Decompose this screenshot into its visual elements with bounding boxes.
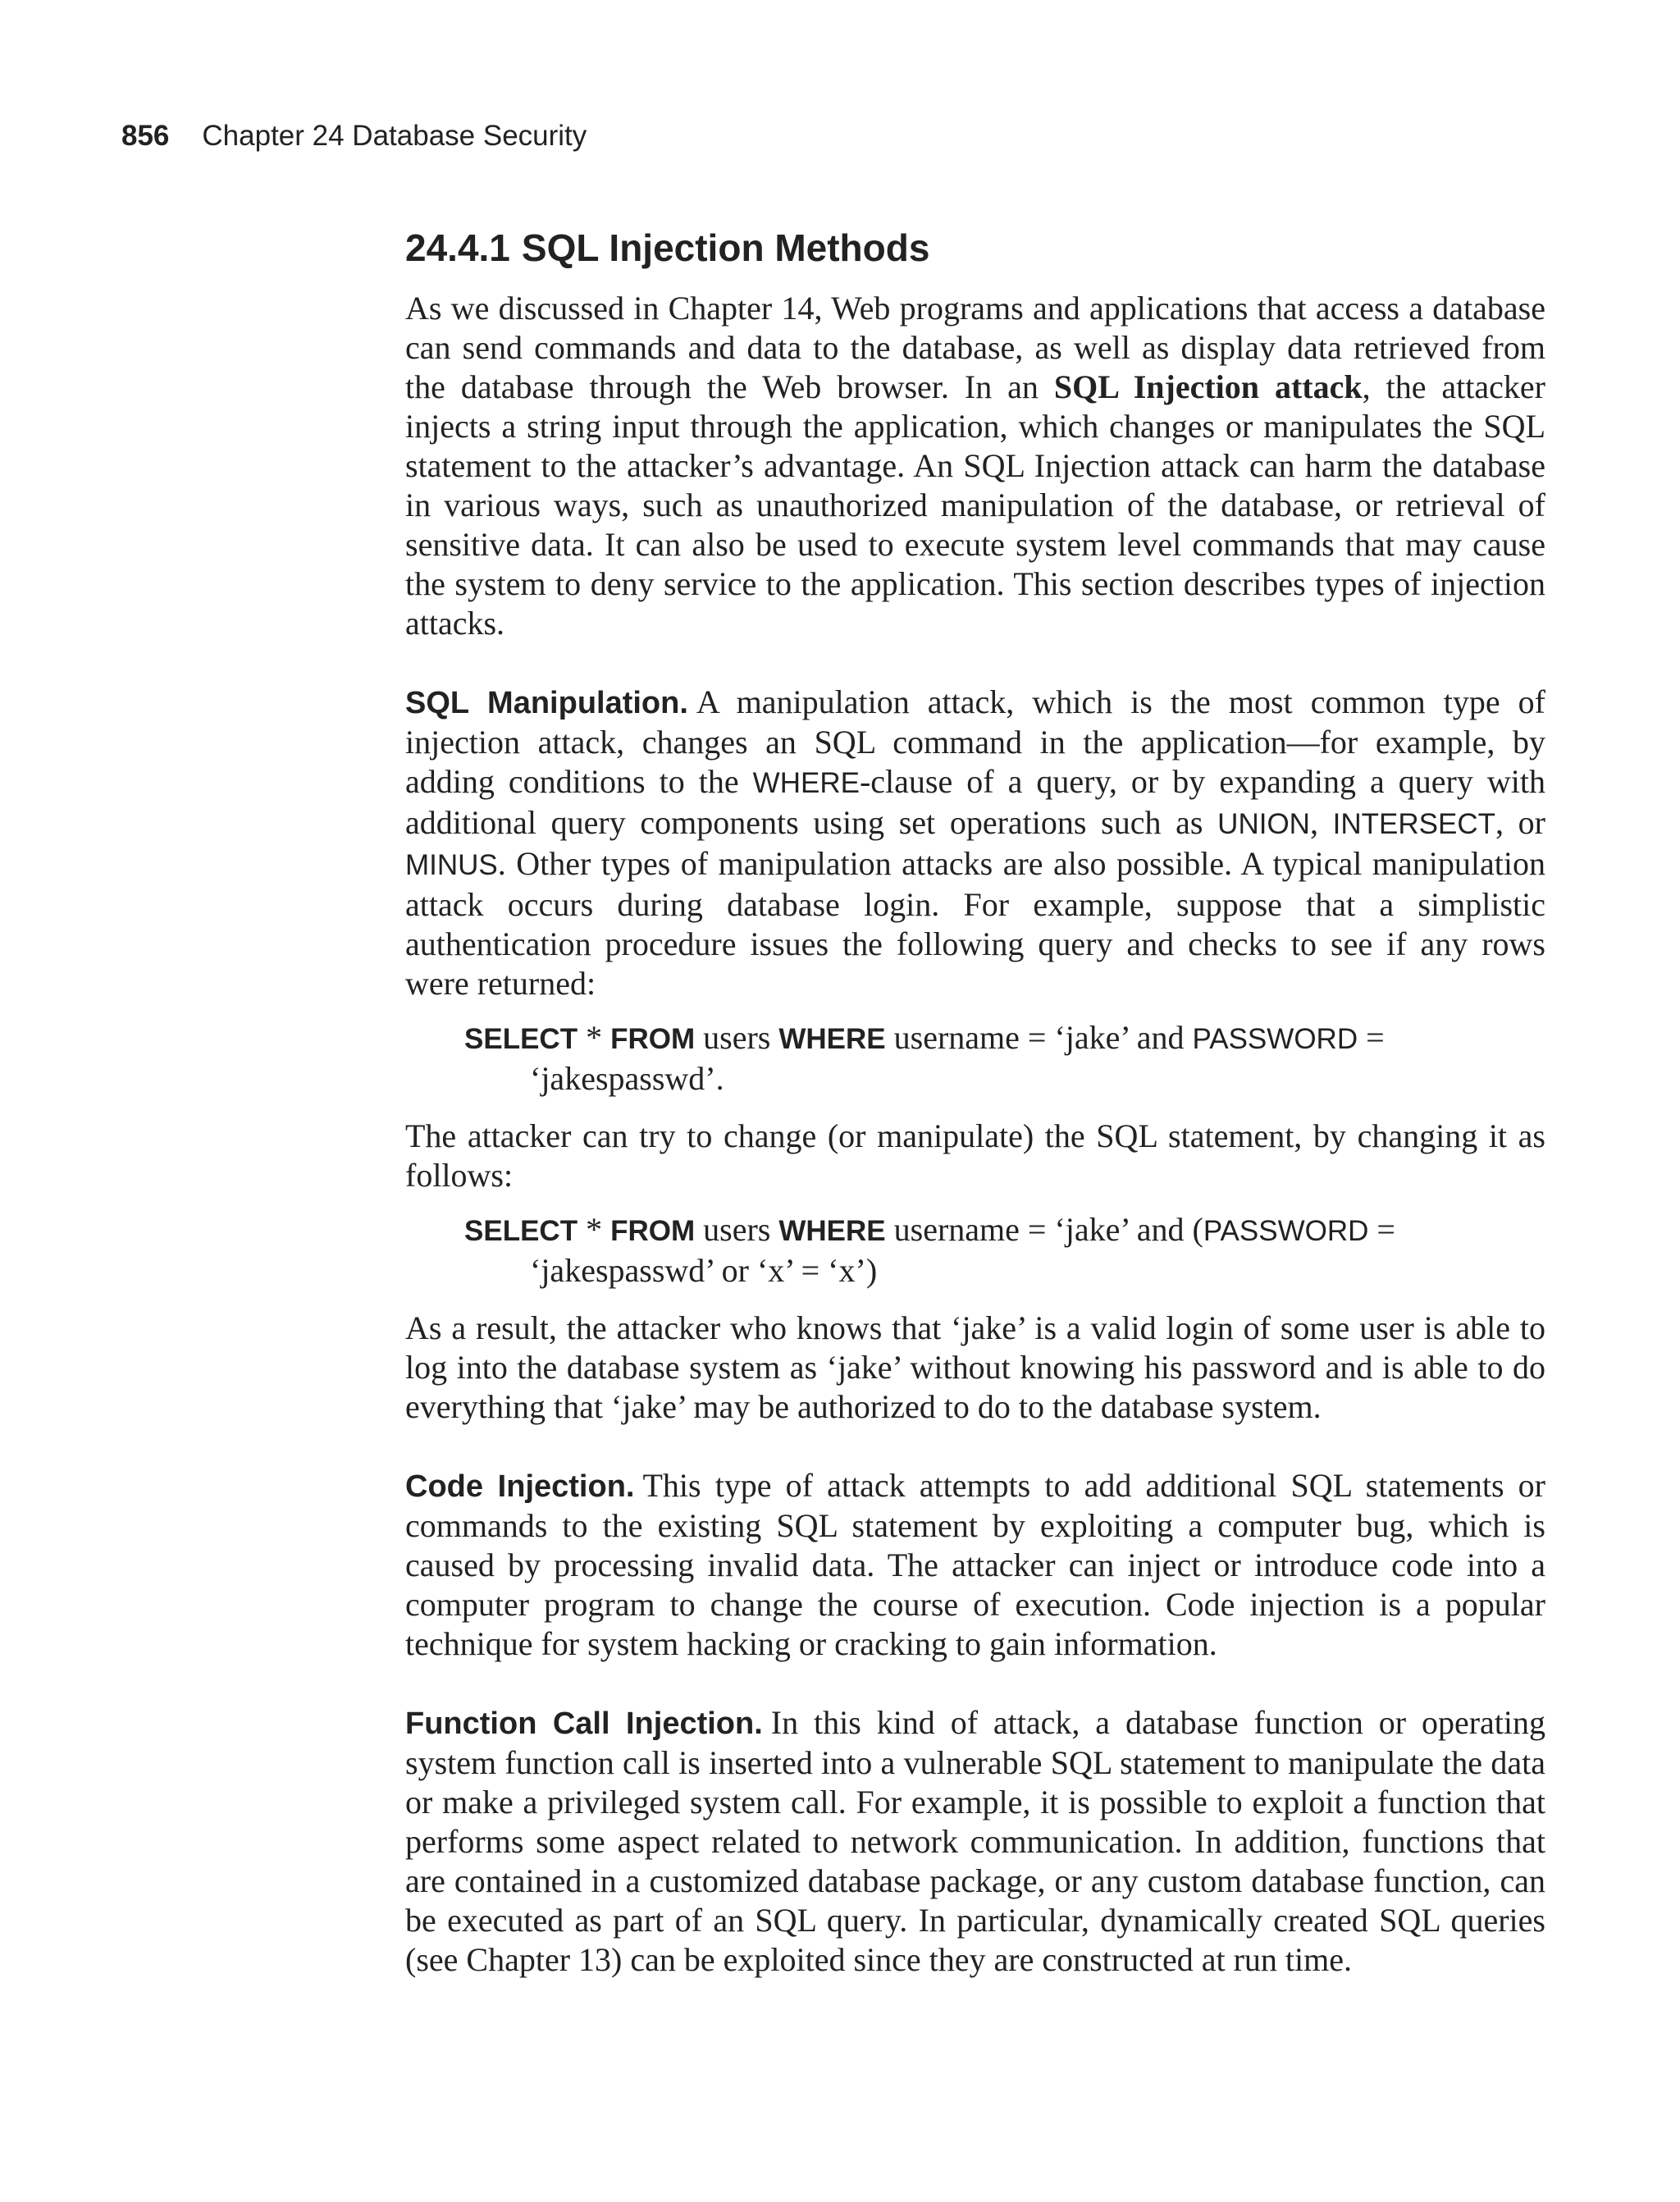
- keyword-where: WHERE: [752, 767, 860, 799]
- function-call-injection-paragraph: [405, 1703, 1545, 1980]
- sql-manipulation-heading: SQL Manipulation.: [405, 686, 688, 720]
- keyword-intersect: INTERSECT: [1332, 808, 1495, 840]
- chapter-title: Chapter 24 Database Security: [202, 120, 587, 152]
- section-number: 24.4.1: [405, 226, 510, 269]
- query-star: *: [578, 1019, 611, 1056]
- sql-manipulation-text-3: ,: [1309, 804, 1333, 841]
- keyword-where: WHERE: [778, 1215, 886, 1247]
- sql-manipulation-text-1: A manipulation attack, which is the most common type of injection attack, changes an SQL command in the application—for example, by adding conditions to the: [405, 683, 1545, 800]
- keyword-password: PASSWORD: [1192, 1023, 1358, 1055]
- query-table: users: [695, 1019, 779, 1056]
- query-condition-start: username = ‘jake’ and: [885, 1019, 1193, 1056]
- keyword-union: UNION: [1217, 808, 1310, 840]
- running-head: [121, 116, 587, 156]
- intro-text-start: As we discussed in Chapter 14, Web programs and applications that access a database can send commands and data to the database, as well as display data retrieved from the database through the Web browser. In an: [405, 290, 1545, 405]
- sql-manipulation-text-4: , or: [1495, 804, 1546, 841]
- keyword-where: WHERE: [778, 1023, 886, 1055]
- keyword-from: FROM: [610, 1215, 696, 1247]
- sql-manipulation-text-5: . Other types of manipulation attacks are also possible. A typical manipulation attack occurs during database login. For example, suppose that a simplistic authentication procedure issues the following query and checks to see if any rows were returned:: [405, 845, 1545, 1002]
- query-example-1: [464, 1018, 1498, 1099]
- sql-manipulation-paragraph: [405, 683, 1545, 1003]
- section-heading: [405, 223, 1545, 272]
- function-call-injection-text: In this kind of attack, a database function or operating system function call is inserted into a vulnerable SQL statement to manipulate the data or make a privileged system call. For example, it is possible to exploit a function that performs some aspect related to network communication. In addition, functions that are contained in a customized database package, or any custom database function, can be executed as part of an SQL query. In particular, dynamically created SQL queries (see Chapter 13) can be exploited since they are constructed at run time.: [405, 1704, 1545, 1978]
- keyword-select: SELECT: [464, 1023, 578, 1055]
- keyword-select: SELECT: [464, 1215, 578, 1247]
- keyword-password: PASSWORD: [1203, 1215, 1369, 1247]
- intro-paragraph: [405, 289, 1545, 643]
- section-title: SQL Injection Methods: [521, 226, 930, 269]
- query-condition-end: = ‘jakespasswd’ or ‘x’ = ‘x’): [530, 1211, 1395, 1289]
- query-example-2: [464, 1210, 1498, 1291]
- intro-text-end: , the attacker injects a string input through the application, which changes or manipulates the SQL statement to the attacker’s advantage. An SQL Injection attack can harm the database in various ways, such as unauthorized manipulation of the database, or retrieval of sensitive data. It can also be used to execute system level commands that may cause the system to deny service to the application. This section describes types of injection attacks.: [405, 368, 1545, 642]
- code-injection-paragraph: [405, 1466, 1545, 1664]
- function-call-injection-heading: Function Call Injection.: [405, 1706, 763, 1741]
- manipulation-result-paragraph: As a result, the attacker who knows that ‘jake’ is a valid login of some user is able to log into the database system as ‘jake’ without knowing his password and is able to do everything that ‘jake’ may be authorized to do to the database system.: [405, 1309, 1545, 1425]
- page-content: [405, 223, 1545, 1980]
- sql-manipulation-text-2: -clause of a query, or by expanding a query with additional query components using set operations such as: [405, 763, 1545, 841]
- query-star: *: [578, 1211, 611, 1248]
- keyword-from: FROM: [610, 1023, 696, 1055]
- keyword-minus: MINUS: [405, 849, 498, 881]
- code-injection-heading: Code Injection.: [405, 1469, 635, 1504]
- code-injection-text: This type of attack attempts to add additional SQL statements or commands to the existing SQL statement by exploiting a computer bug, which is caused by processing invalid data. The attacker can inject or introduce code into a computer program to change the course of execution. Code injection is a popular technique for system hacking or cracking to gain information.: [405, 1467, 1545, 1662]
- query-condition-end: = ‘jakespasswd’.: [530, 1019, 1385, 1097]
- query-condition-start: username = ‘jake’ and (: [885, 1211, 1203, 1248]
- query-table: users: [695, 1211, 779, 1248]
- page-number: 856: [121, 120, 170, 152]
- manipulation-explanation: The attacker can try to change (or manipulate) the SQL statement, by changing it as follows:: [405, 1117, 1545, 1194]
- term-sql-injection-attack: SQL Injection attack: [1053, 368, 1363, 405]
